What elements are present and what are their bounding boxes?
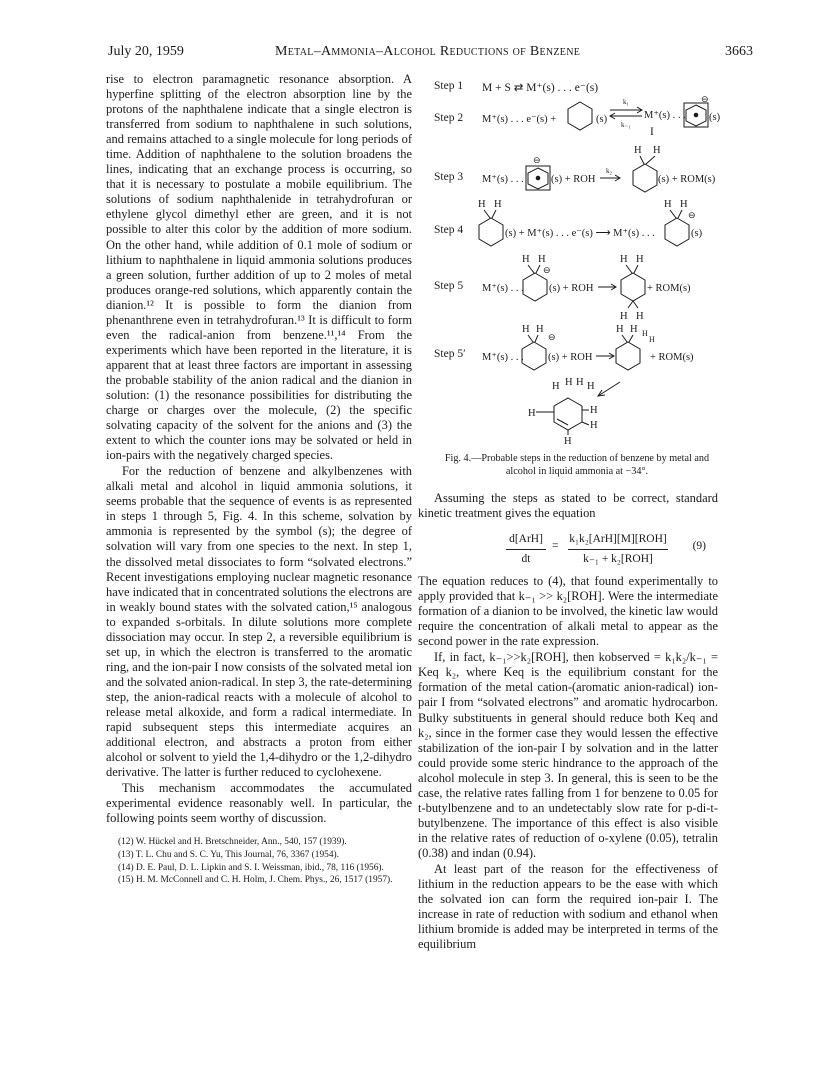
equation-9: d[ArH] dt = k₁k₂[ArH][M][ROH] k₋₁ + k₂[ROH] (9): [418, 528, 718, 568]
svg-text:H: H: [649, 335, 655, 344]
svg-text:k₋₁: k₋₁: [621, 121, 631, 129]
footnote: (15) H. M. McConnell and C. H. Holm, J. Chem. Phys., 26, 1517 (1957).: [118, 875, 393, 886]
svg-text:H: H: [494, 199, 502, 210]
svg-text:H: H: [664, 199, 672, 210]
step5prime-reaction: [482, 324, 694, 447]
svg-text:H: H: [522, 254, 530, 265]
step-label: Step 4: [434, 224, 464, 236]
paragraph: At least part of the reason for the effectiveness of lithium in the reduction appears to be the ease with which the solvated ion can form the required ion-pair I. The increase in rate of reduction with sodium and ethanol when lithium bromide is added may be interpreted in terms of the equilibrium: [418, 861, 718, 952]
svg-text:H: H: [653, 145, 661, 156]
footnote: (13) T. L. Chu and S. C. Yu, This Journal, 76, 3367 (1954).: [118, 849, 339, 860]
rhs-denominator: k₋₁ + k₂[ROH]: [583, 553, 653, 566]
paragraph: This mechanism accommodates the accumulated experimental evidence reasonably well. In particular, the following points seem worthy of discussion.: [106, 781, 412, 826]
svg-text:M⁺(s) . . .: M⁺(s) . . .: [482, 283, 524, 294]
svg-text:H: H: [587, 381, 595, 392]
svg-text:+ ROM(s): + ROM(s): [650, 352, 694, 363]
step4-reaction: [478, 199, 703, 246]
step-label: Step 3: [434, 171, 464, 183]
svg-text:H: H: [536, 324, 544, 335]
step-label: Step 2: [434, 112, 464, 124]
svg-text:M⁺(s) . . .: M⁺(s) . . .: [482, 352, 524, 363]
svg-text:H: H: [636, 311, 644, 322]
step1-equation: M + S ⇄ M⁺(s) . . . e⁻(s): [482, 82, 599, 94]
footnote: (12) W. Hückel and H. Bretschneider, Ann., 540, 157 (1939).: [118, 837, 347, 848]
svg-text:⊖: ⊖: [543, 265, 551, 275]
footnotes: [106, 836, 412, 886]
step-label: Step 5′: [434, 348, 466, 360]
svg-text:H: H: [528, 408, 536, 419]
lhs-numerator: d[ArH]: [509, 533, 543, 546]
equation-lhs: [506, 532, 546, 567]
svg-text:H: H: [478, 199, 486, 210]
svg-text:H: H: [576, 377, 584, 388]
lhs-denominator: dt: [521, 553, 531, 566]
paragraph: The equation reduces to (4), that found experimentally to apply provided that k₋₁ >> k₂[ROH]. Were the intermediate formation of a dianion to be involved, the kinetic law would require the concentration of alkali metal to appear as the second power in the rate expression.: [418, 574, 718, 649]
svg-text:H: H: [636, 254, 644, 265]
svg-text:k₁: k₁: [623, 98, 629, 106]
step3-reaction: [482, 145, 716, 192]
paragraph: If, in fact, k₋₁>>k₂[ROH], then kobserved = k₁k₂/k₋₁ = Keq k₂, where Keq is the equilibrium constant for the formation of the metal cation-(aromatic anion-radical) ion-pair I from “solvated electrons” and aromatic hydrocarbon. Bulky substituents in general should reduce both Keq and k₂, since in the former case they would lessen the effective stabilization of the ion-pair I by solvation and in the latter could provide some steric hindrance to the approach of the alcohol molecule in step 3. In general, this is seen to be the case, the relative rates falling from 1 for benzene to 0.05 for t-butylbenzene and to an undetectably slow rate for p-di-t-butylbenzene. The importance of this effect is also visible in the relative rates of reduction of o-xylene (0.05), tetralin (0.38) and indan (0.94).: [418, 650, 718, 860]
svg-text:H: H: [565, 377, 573, 388]
svg-text:(s) + M⁺(s) . . . e⁻(s) ⟶ M⁺(s: (s) + M⁺(s) . . . e⁻(s) ⟶ M⁺(s) . . .: [505, 228, 655, 239]
page-number: 3663: [725, 44, 753, 59]
svg-text:(s) + ROH: (s) + ROH: [549, 283, 594, 294]
footnote: (14) D. E. Paul, D. L. Lipkin and S. I. Weissman, ibid., 78, 116 (1956).: [118, 862, 384, 873]
svg-text:⊖: ⊖: [701, 94, 709, 104]
svg-text:H: H: [538, 254, 546, 265]
scheme-structures: [430, 70, 730, 450]
svg-text:(s) + ROM(s): (s) + ROM(s): [658, 174, 716, 185]
svg-text:H: H: [590, 405, 598, 416]
svg-text:M⁺(s) . . .: M⁺(s) . . .: [482, 174, 524, 185]
svg-text:⊖: ⊖: [548, 332, 556, 342]
paragraph: Assuming the steps as stated to be correct, standard kinetic treatment gives the equation: [418, 491, 718, 521]
svg-text:(s): (s): [709, 112, 721, 123]
step-label: Step 1: [434, 80, 464, 92]
svg-text:+ ROM(s): + ROM(s): [647, 283, 691, 294]
step5-reaction: [482, 254, 691, 322]
svg-text:(s) + ROH: (s) + ROH: [548, 352, 593, 363]
rhs-numerator: k₁k₂[ArH][M][ROH]: [569, 533, 667, 546]
svg-text:(s) + ROH: (s) + ROH: [551, 174, 596, 185]
header-title: Metal–Ammonia–Alcohol Reductions of Benzene: [275, 44, 581, 59]
svg-text:H: H: [616, 324, 624, 335]
equation-number: (9): [692, 540, 706, 553]
left-column: [106, 72, 412, 887]
svg-text:⊖: ⊖: [688, 210, 696, 220]
svg-text:H: H: [620, 254, 628, 265]
svg-text:M⁺(s) . . . e⁻(s) +: M⁺(s) . . . e⁻(s) +: [482, 114, 557, 125]
svg-text:H: H: [680, 199, 688, 210]
right-column: [418, 491, 718, 952]
ion-pair-label: I: [650, 126, 654, 138]
svg-text:H: H: [630, 324, 638, 335]
svg-text:H: H: [620, 311, 628, 322]
figure-caption: Fig. 4.—Probable steps in the reduction of benzene by metal and alcohol in liquid ammonia at −34°.: [444, 453, 710, 477]
svg-text:H: H: [642, 329, 648, 338]
svg-text:⊖: ⊖: [533, 155, 541, 165]
step-label: Step 5: [434, 280, 464, 292]
svg-text:(s): (s): [691, 228, 703, 239]
svg-text:H: H: [564, 436, 572, 447]
step2-reaction: [482, 94, 721, 130]
paragraph: For the reduction of benzene and alkylbenzenes with alkali metal and alcohol in liquid ammonia solutions, it seems probable that the sequence of events is as represented in steps 1 through 5, Fig. 4. In this scheme, solvation by ammonia is represented by the symbol (s); the degree of solvation will vary from one species to the next. In step 1, the dissolved metal dissociates to form “solvated electrons.” Recent investigations employing nuclear magnetic resonance have indicated that in concentrated solutions the electrons are in weakly bound states with the solvated cation,¹⁵ analogous to expanded s-orbitals. In dilute solutions more complete dissociation may occur. In step 2, a reversible equilibrium is set up, in which the electron is transferred to the aromatic ring, and the ion-pair I now consists of the solvated metal ion and the solvated anion-radical. In step 3, the rate-determining step, the anion-radical reacts with a molecule of alcohol to release metal alkoxide, and form a radical intermediate. In rapid subsequent steps this intermediate acquires an additional electron, and abstracts a proton from either alcohol or solvent to yield the 1,4-dihydro or the 1,2-dihydro derivative. The latter is further reduced to cyclohexene.: [106, 464, 412, 780]
svg-text:k₂: k₂: [606, 167, 612, 175]
svg-text:(s): (s): [596, 114, 608, 125]
header-date: July 20, 1959: [108, 44, 184, 59]
equation-rhs: [568, 532, 668, 567]
svg-text:H: H: [522, 324, 530, 335]
paragraph: rise to electron paramagnetic resonance absorption. A hyperfine splitting of the electron absorption line by the protons of the naphthalene indicate that a single electron is transferred from sodium to naphthalene in such solutions, and remains attached to a single molecule for long periods of time. Addition of naphthalene to the solution broadens the lines, indicating that an exchange process is occurring, so that it is necessary to postulate a mobile equilibrium. The solutions of sodium naphthalenide in tetrahydrofuran or ethylene glycol dimethyl ether are green, and it is not possible to alter this color by the addition of more sodium. On the other hand, while addition of 0.1 mole of sodium or lithium to naphthalene in liquid ammonia solutions produces a green solution, further addition of up to 2 moles of metal produces orange-red solutions, which apparently contain the dianion.¹² It is possible to form the dianion from phenanthrene even in tetrahydrofuran.¹³ It is difficult to form even the radical-anion from benzene.¹¹,¹⁴ From the experiments which have been reported in the literature, it is apparent that at least three factors are important in assessing the probable stability of the anion radical and the dianion in solution: (1) the resonance possibilities for distributing the charge or charges over the molecule, (2) the specific solvating capacity of the solvent for the anions and (3) the extent to which the counter ions may be solvated or held in ion-pairs with the negatively charged species.: [106, 72, 412, 463]
svg-text:H: H: [552, 381, 560, 392]
reaction-scheme-figure: [430, 70, 730, 450]
svg-text:H: H: [634, 145, 642, 156]
svg-text:M⁺(s) . . .: M⁺(s) . . .: [644, 110, 686, 121]
svg-text:H: H: [590, 420, 598, 431]
